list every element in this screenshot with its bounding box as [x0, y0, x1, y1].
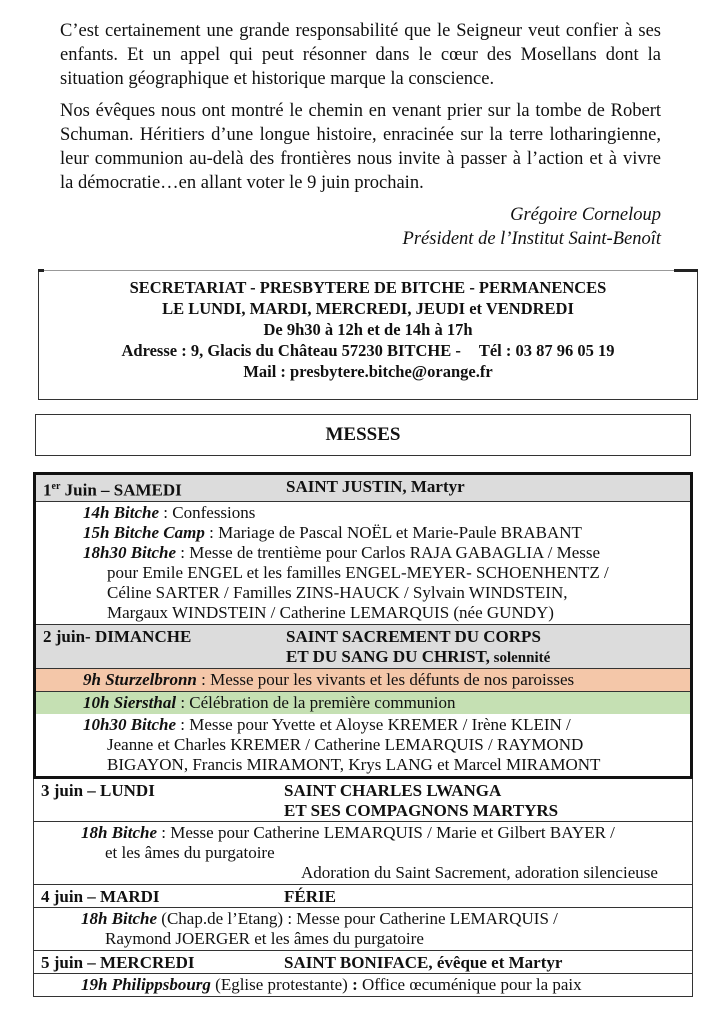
day-header	[33, 951, 693, 974]
secretariat-hours: De 9h30 à 12h et de 14h à 17h	[263, 320, 473, 339]
secretariat-days: LE LUNDI, MARDI, MERCREDI, JEUDI et VENDREDI	[162, 299, 574, 318]
day-date: 5 juin – MERCREDI	[41, 952, 195, 972]
corner-mark	[674, 269, 698, 272]
day-saint: SAINT JUSTIN, Martyr	[286, 477, 465, 496]
mass-entry-continuation: Céline SARTER / Familles ZINS-HAUCK / Sylvain WINDSTEIN,	[107, 582, 568, 602]
day-saint: SAINT BONIFACE, évêque et Martyr	[284, 952, 563, 972]
signature-title: Président de l’Institut Saint-Benoît	[402, 229, 661, 249]
mass-entry-highlighted: 10h Siersthal : Célébration de la première communion	[36, 692, 690, 714]
mass-entry: 15h Bitche Camp : Mariage de Pascal NOËL et Marie-Paule BRABANT	[83, 522, 582, 542]
weekend-block	[33, 472, 693, 779]
day-entries	[33, 822, 693, 885]
day-date: 1er Juin – SAMEDI	[43, 480, 182, 500]
day-header	[36, 475, 690, 502]
intro-paragraph-2: Nos évêques nous ont montré le chemin en venant prier sur la tombe de Robert Schuman. Héritiers d’une longue histoire, enracinée sur la terre lotharingienne, leur communion au-delà des frontières nous invite à passer à l’action et à vivre la démocratie…en allant voter le 9 juin prochain.	[60, 101, 661, 193]
secretariat-address: Adresse : 9, Glacis du Château 57230 BITCHE -	[121, 341, 461, 360]
mass-entry: 10h30 Bitche : Messe pour Yvette et Aloyse KREMER / Irène KLEIN /	[83, 714, 571, 734]
mass-entry-continuation: BIGAYON, Francis MIRAMONT, Krys LANG et Marcel MIRAMONT	[107, 754, 601, 774]
mass-entry-continuation: pour Emile ENGEL et les familles ENGEL-MEYER- SCHOENHENTZ /	[107, 562, 609, 582]
day-entries	[36, 502, 690, 625]
mass-entry-continuation: Margaux WINDSTEIN / Catherine LEMARQUIS (née GUNDY)	[107, 602, 554, 622]
mass-entry-continuation: et les âmes du purgatoire	[105, 842, 275, 862]
secretariat-contact	[39, 340, 697, 361]
mass-entry-highlighted: 9h Sturzelbronn : Messe pour les vivants et les défunts de nos paroisses	[36, 669, 690, 692]
mass-entry: 19h Philippsbourg (Eglise protestante) : Office œcuménique pour la paix	[81, 974, 582, 994]
secretariat-mail[interactable]: Mail : presbytere.bitche@orange.fr	[243, 362, 493, 381]
mass-entry: 18h30 Bitche : Messe de trentième pour Carlos RAJA GABAGLIA / Messe	[83, 542, 601, 562]
day-entries	[33, 908, 693, 951]
day-header	[33, 885, 693, 908]
secretariat-phone: Tél : 03 87 96 05 19	[478, 341, 615, 360]
day-date: 2 juin- DIMANCHE	[43, 626, 192, 646]
intro-text	[60, 19, 661, 251]
day-date: 3 juin – LUNDI	[41, 780, 155, 800]
messes-heading: MESSES	[35, 414, 691, 456]
corner-mark	[38, 269, 44, 272]
mass-schedule	[33, 472, 693, 997]
day-saint: FÉRIE	[284, 886, 336, 906]
secretariat-box	[38, 270, 698, 400]
mass-entry: 18h Bitche (Chap.de l’Etang) : Messe pour Catherine LEMARQUIS /	[81, 908, 558, 928]
day-header	[33, 779, 693, 822]
intro-paragraph-1: C’est certainement une grande responsabilité que le Seigneur veut confier à ses enfants. Et un appel qui peut résonner dans le cœur des Mosellans dont la situation géographique et historique marque la conscience.	[60, 21, 661, 89]
day-entries	[36, 714, 690, 776]
mass-entry: 14h Bitche : Confessions	[83, 502, 256, 522]
day-saint: SAINT CHARLES LWANGA ET SES COMPAGNONS MARTYRS	[284, 780, 559, 820]
adoration-note: Adoration du Saint Sacrement, adoration silencieuse	[301, 862, 658, 882]
day-entries	[33, 974, 693, 997]
signature-name: Grégoire Corneloup	[510, 205, 661, 225]
day-saint: SAINT SACREMENT DU CORPS ET DU SANG DU CHRIST, solennité	[286, 626, 551, 666]
mass-entry-continuation: Jeanne et Charles KREMER / Catherine LEMARQUIS / RAYMOND	[107, 734, 584, 754]
day-header	[36, 625, 690, 669]
day-date: 4 juin – MARDI	[41, 886, 160, 906]
mass-entry-continuation: Raymond JOERGER et les âmes du purgatoire	[105, 928, 424, 948]
mass-entry: 18h Bitche : Messe pour Catherine LEMARQUIS / Marie et Gilbert BAYER /	[81, 822, 615, 842]
secretariat-title: SECRETARIAT - PRESBYTERE DE BITCHE - PERMANENCES	[129, 278, 607, 297]
